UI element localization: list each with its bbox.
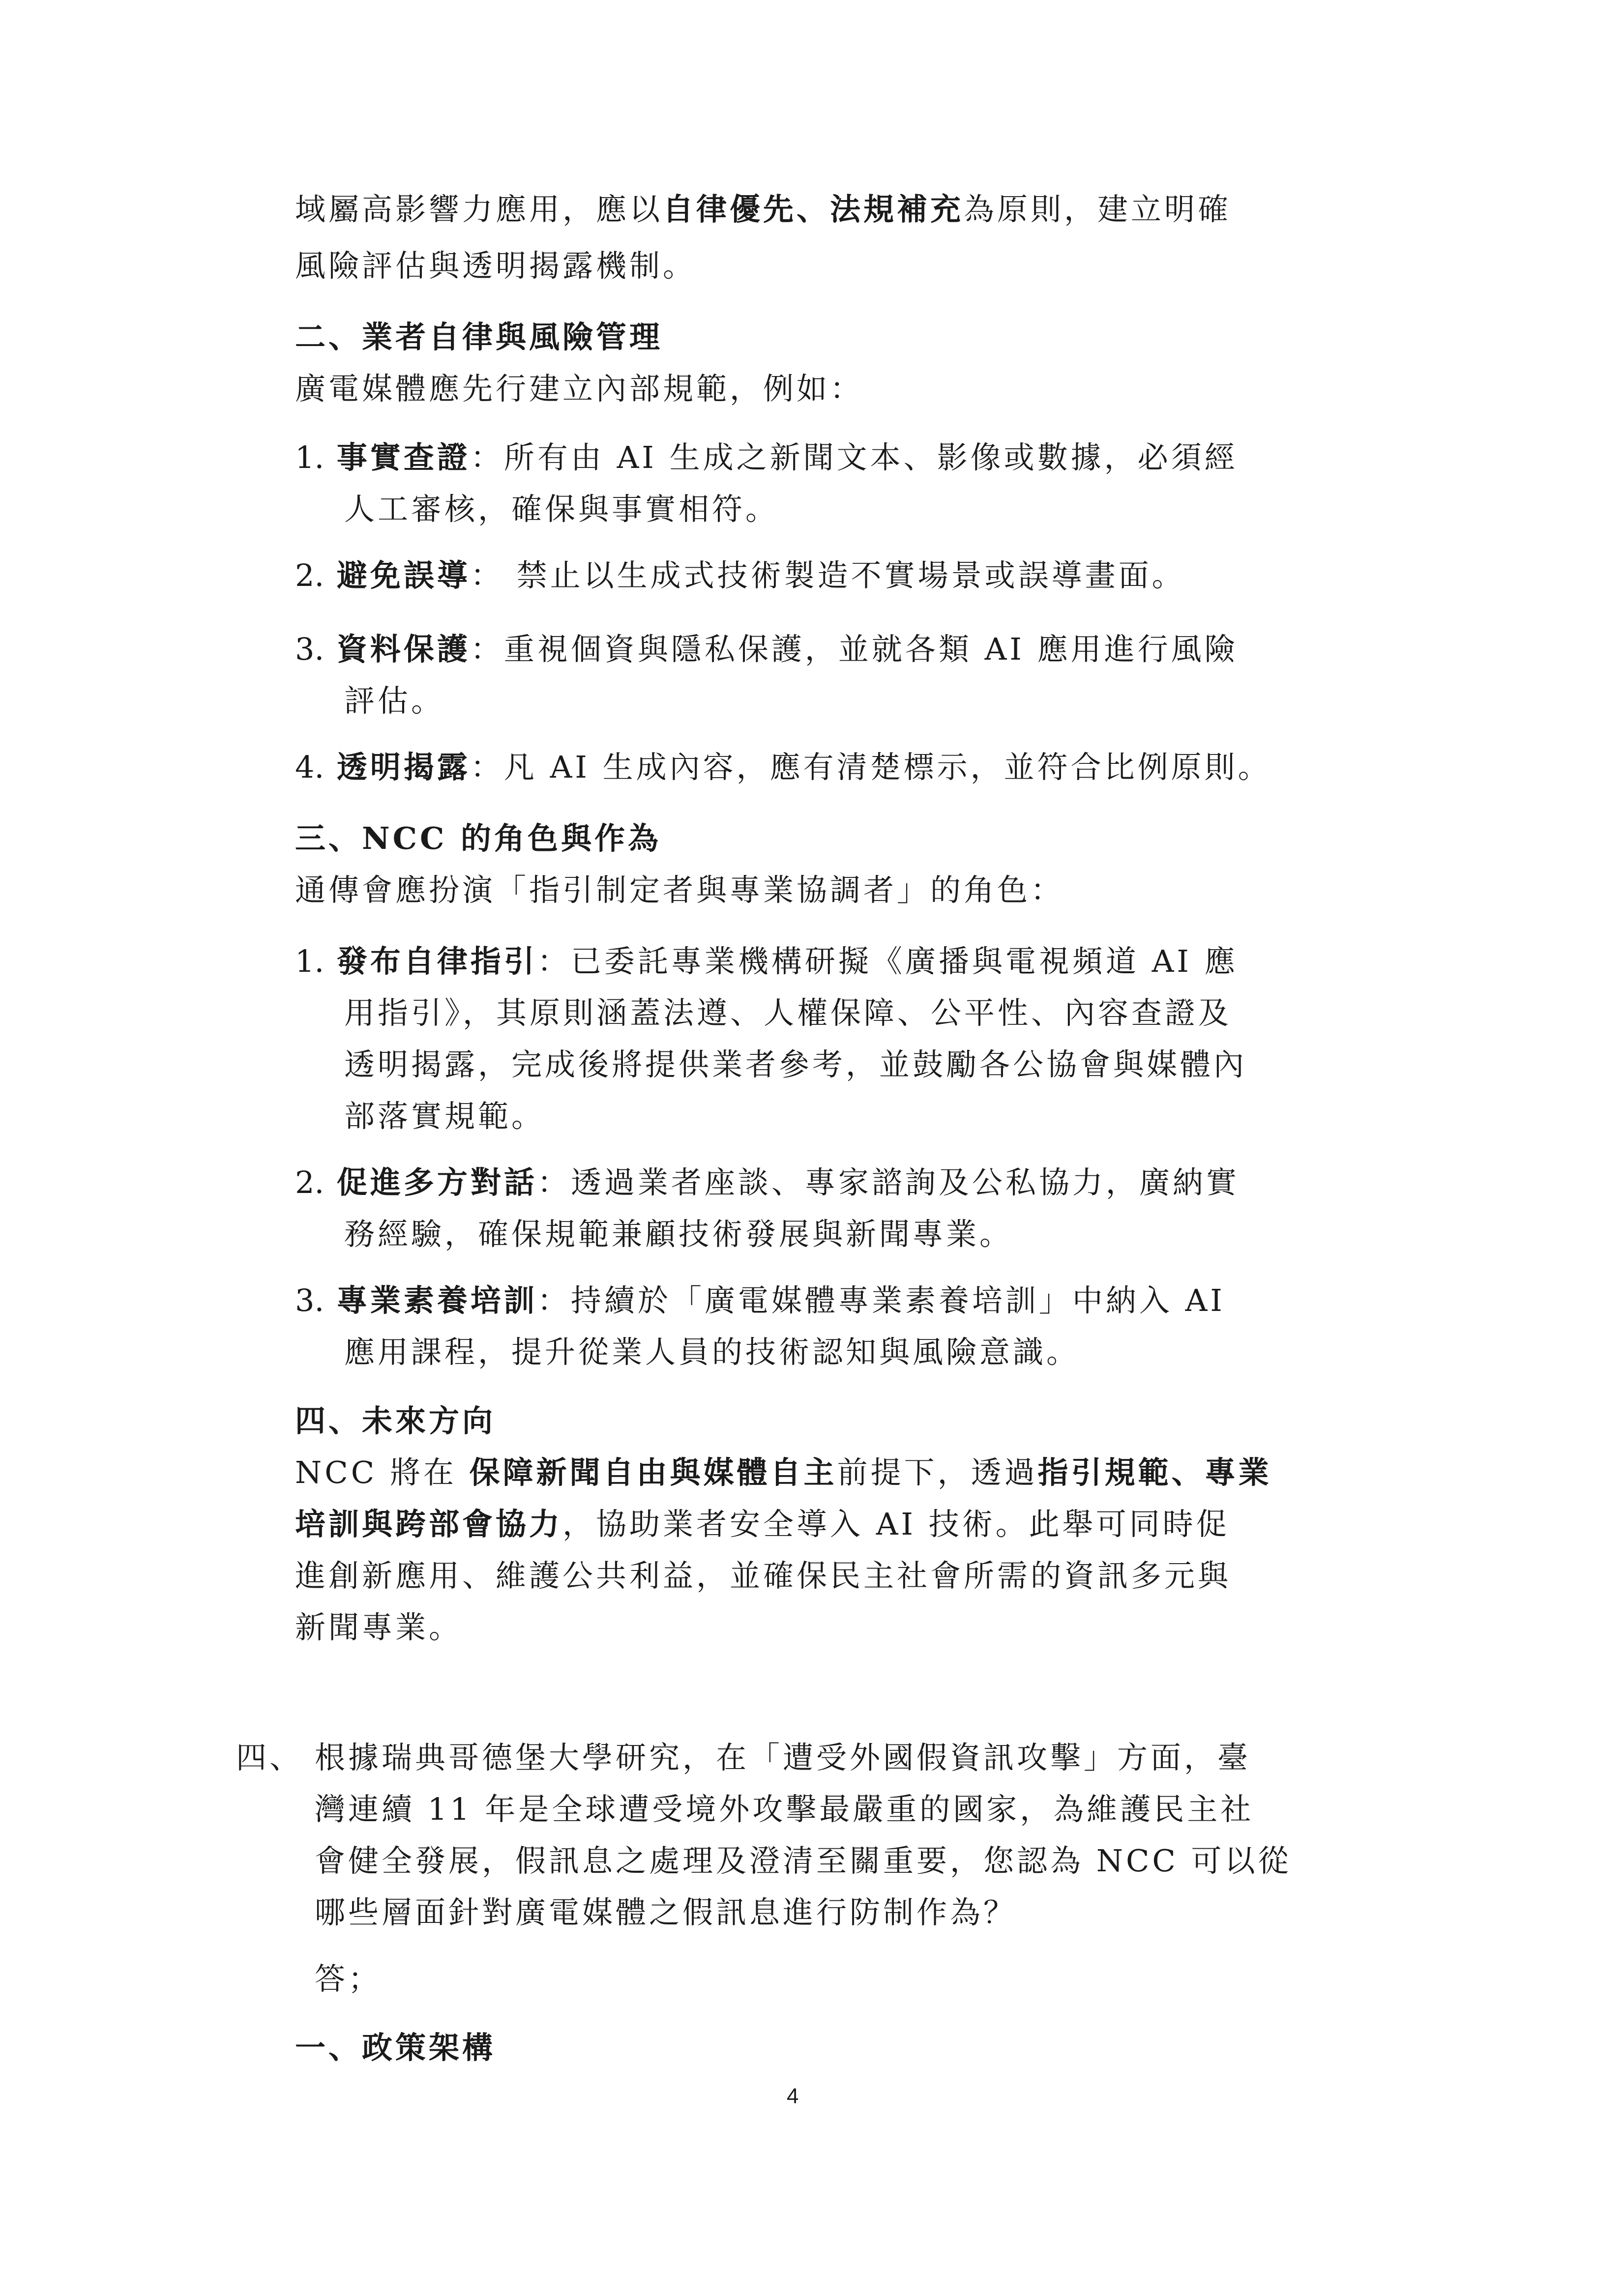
list-item-continuation: 應用課程，提升從業人員的技術認知與風險意識。	[344, 1334, 1080, 1370]
list-item-continuation: 評估。	[344, 683, 445, 719]
paragraph-line: 培訓與跨部會協力，協助業者安全導入 AI 技術。此舉可同時促	[295, 1506, 1230, 1542]
section-lead: 通傳會應扮演「指引制定者與專業協調者」的角色：	[295, 872, 1064, 908]
item-title: 避免誤導	[336, 557, 471, 593]
paragraph-line: 進創新應用、維護公共利益，並確保民主社會所需的資訊多元與	[295, 1558, 1232, 1594]
list-item: 2. 避免誤導： 禁止以生成式技術製造不實場景或誤導畫面。	[295, 557, 1185, 593]
question-line: 會健全發展，假訊息之處理及澄清至關重要，您認為 NCC 可以從	[315, 1843, 1292, 1879]
emphasis: 保障新聞自由與媒體自主	[469, 1454, 837, 1490]
list-item-continuation: 部落實規範。	[344, 1098, 545, 1134]
item-title: 事實查證	[336, 439, 471, 475]
intro-emphasis: 自律優先、法規補充	[663, 191, 964, 227]
list-item: 1. 發布自律指引：已委託專業機構研擬《廣播與電視頻道 AI 應	[295, 943, 1238, 979]
section-heading: 三、NCC 的角色與作為	[295, 820, 661, 856]
emphasis: 指引規範、專業	[1037, 1454, 1272, 1490]
list-item: 1. 事實查證：所有由 AI 生成之新聞文本、影像或數據，必須經	[295, 439, 1238, 475]
list-item: 4. 透明揭露：凡 AI 生成內容，應有清楚標示，並符合比例原則。	[295, 749, 1271, 785]
paragraph-line: NCC 將在 保障新聞自由與媒體自主前提下，透過指引規範、專業	[295, 1454, 1272, 1490]
intro-line-2: 風險評估與透明揭露機制。	[295, 248, 697, 284]
answer-label: 答；	[315, 1961, 382, 1997]
item-title: 專業素養培訓	[336, 1282, 537, 1318]
page-number: 4	[787, 2084, 799, 2108]
section-heading: 一、政策架構	[295, 2030, 496, 2065]
item-title: 透明揭露	[336, 749, 471, 785]
section-heading: 四、未來方向	[295, 1403, 496, 1439]
list-item: 3. 專業素養培訓：持續於「廣電媒體專業素養培訓」中納入 AI	[295, 1282, 1225, 1318]
section-heading: 二、業者自律與風險管理	[295, 319, 663, 355]
item-title: 促進多方對話	[336, 1164, 537, 1200]
list-item: 2. 促進多方對話：透過業者座談、專家諮詢及公私協力，廣納實	[295, 1164, 1240, 1200]
list-item-continuation: 用指引》，其原則涵蓋法遵、人權保障、公平性、內容查證及	[344, 995, 1232, 1031]
question-marker: 四、	[236, 1740, 303, 1775]
item-title: 發布自律指引	[336, 943, 537, 979]
intro-text: 域屬高影響力應用，應以	[295, 191, 663, 227]
list-item: 3. 資料保護：重視個資與隱私保護，並就各類 AI 應用進行風險	[295, 631, 1238, 667]
question-line: 灣連續 11 年是全球遭受境外攻擊最嚴重的國家，為維護民主社	[315, 1791, 1254, 1827]
question-line: 哪些層面針對廣電媒體之假訊息進行防制作為？	[315, 1894, 1017, 1930]
list-item-continuation: 透明揭露，完成後將提供業者參考，並鼓勵各公協會與媒體內	[344, 1046, 1247, 1082]
intro-text: 為原則，建立明確	[964, 191, 1232, 227]
list-item-continuation: 務經驗，確保規範兼顧技術發展與新聞專業。	[344, 1216, 1013, 1252]
emphasis: 培訓與跨部會協力	[295, 1506, 563, 1542]
item-title: 資料保護	[336, 631, 471, 667]
intro-line-1	[295, 191, 1232, 227]
section-lead: 廣電媒體應先行建立內部規範，例如：	[295, 371, 864, 407]
question-line: 根據瑞典哥德堡大學研究，在「遭受外國假資訊攻擊」方面，臺	[315, 1740, 1251, 1775]
paragraph-line: 新聞專業。	[295, 1609, 463, 1645]
list-item-continuation: 人工審核，確保與事實相符。	[344, 491, 779, 527]
